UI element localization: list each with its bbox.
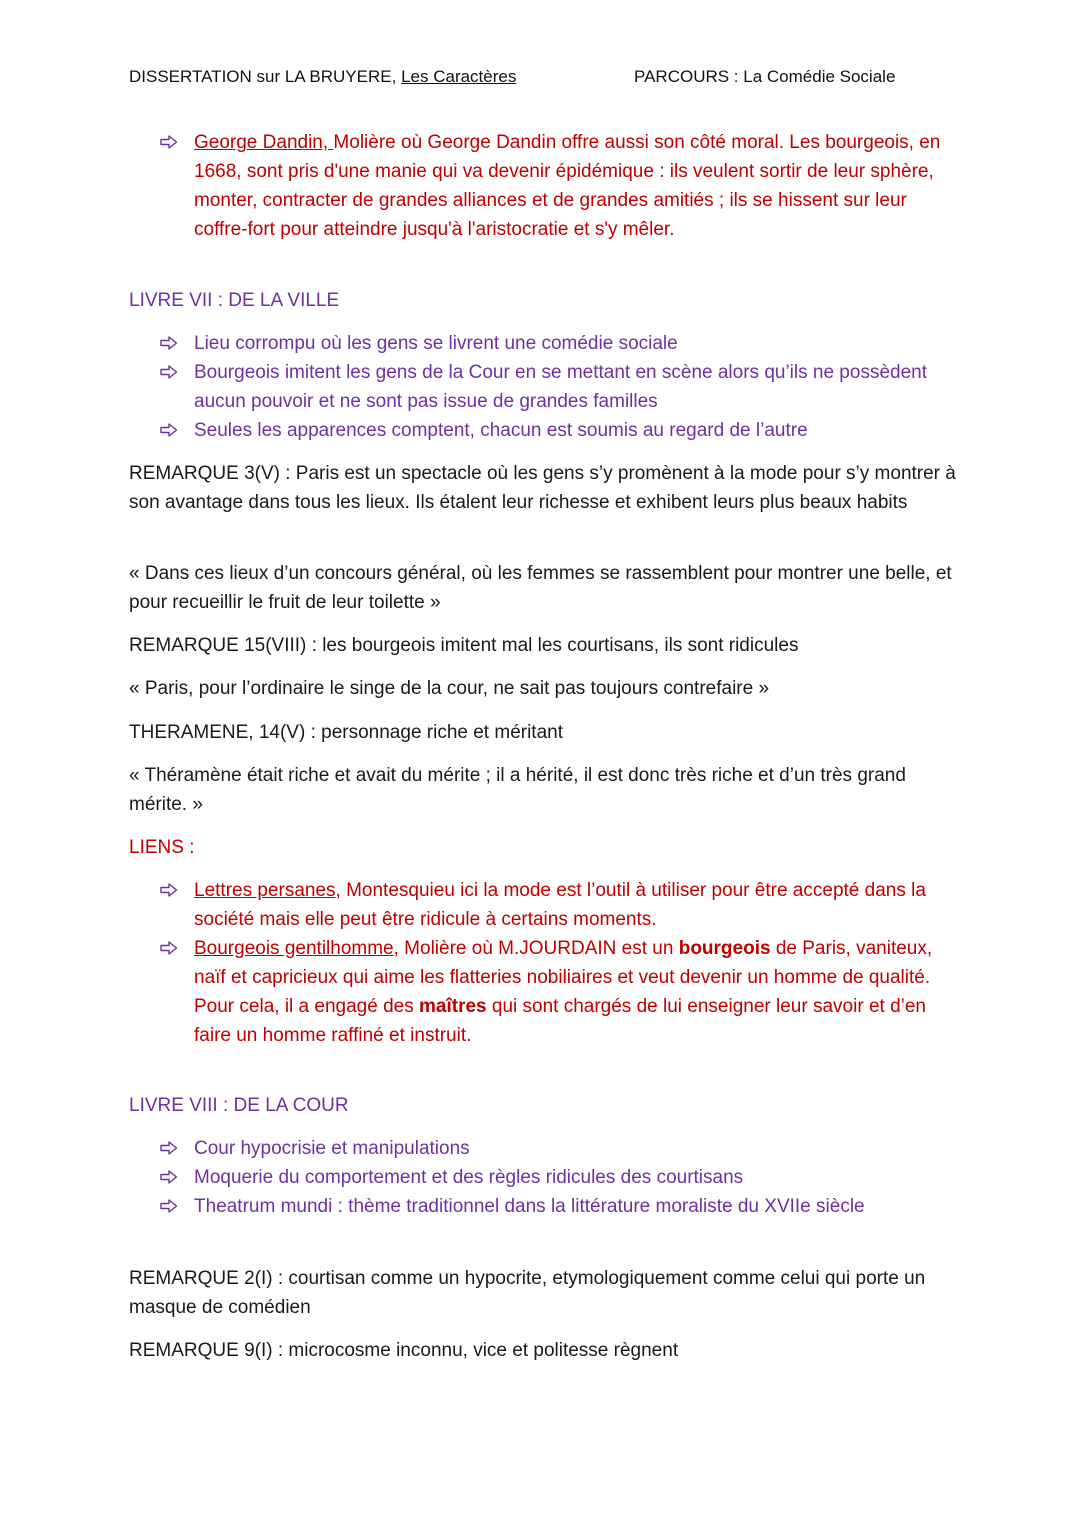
quote-concours: « Dans ces lieux d’un concours général, où les femmes se rassemblent pour montrer une belle, et pour recueillir le fruit de leur toilette » (129, 563, 952, 613)
right-arrow-icon (160, 128, 182, 157)
quote-singe: « Paris, pour l’ordinaire le singe de la cour, ne sait pas toujours contrefaire » (129, 678, 770, 699)
liens-bullet-list (160, 876, 950, 1050)
livre8-bullet-text: Theatrum mundi : thème traditionnel dans la littérature moraliste du XVIIe siècle (194, 1196, 865, 1217)
right-arrow-icon (160, 1192, 182, 1221)
header-right: PARCOURS : La Comédie Sociale (634, 67, 896, 86)
remarque-2: REMARQUE 2(I) : courtisan comme un hypocrite, etymologiquement comme celui qui porte un masque de comédien (129, 1268, 926, 1318)
bourgeois-text-a: , Molière où M.JOURDAIN est un (393, 938, 679, 959)
remarque-15: REMARQUE 15(VIII) : les bourgeois imitent mal les courtisans, ils sont ridicules (129, 635, 799, 656)
right-arrow-icon (160, 876, 182, 905)
right-arrow-icon (160, 329, 182, 358)
george-dandin-text: Molière où George Dandin offre aussi son côté moral. Les bourgeois, en 1668, sont pris d'une manie qui va devenir épidémique : ils veulent sortir de leur sphère, monter, contracter de grandes alliances et de grandes amitiés ; ils se hissent sur leur coffre-fort pour atteindre jusqu'à l'aristocratie et s'y mêler. (194, 132, 941, 240)
list-item (160, 416, 950, 445)
list-item (160, 358, 950, 416)
list-item (160, 329, 950, 358)
right-arrow-icon (160, 934, 182, 963)
liens-heading: LIENS : (129, 837, 195, 858)
lettres-persanes-title: Lettres persanes (194, 880, 336, 901)
livre8-bullet-list (160, 1134, 950, 1221)
intro-bullet-list (160, 128, 950, 244)
right-arrow-icon (160, 1163, 182, 1192)
bourgeois-text-c: qui sont chargés de lui enseigner leur savoir et d’en faire un homme raffiné et instruit. (194, 996, 926, 1046)
page-header (129, 62, 929, 92)
livre7-bullet-text: Seules les apparences comptent, chacun est soumis au regard de l’autre (194, 420, 808, 441)
list-item (160, 128, 950, 244)
header-prefix: DISSERTATION sur LA BRUYERE, (129, 67, 402, 86)
bourgeois-bold: bourgeois (678, 938, 771, 959)
list-item (160, 934, 950, 1050)
livre7-bullet-text: Lieu corrompu où les gens se livrent une comédie sociale (194, 333, 678, 354)
livre7-bullet-list (160, 329, 950, 445)
livre7-heading: LIVRE VII : DE LA VILLE (129, 290, 340, 311)
quote-theramene: « Théramène était riche et avait du mérite ; il a hérité, il est donc très riche et d’un très grand mérite. » (129, 765, 906, 815)
livre8-bullet-text: Cour hypocrisie et manipulations (194, 1138, 470, 1159)
livre8-heading: LIVRE VIII : DE LA COUR (129, 1095, 349, 1116)
header-left (129, 62, 516, 91)
bourgeois-gentilhomme-title: Bourgeois gentilhomme (194, 938, 394, 959)
header-book-title: Les Caractères (401, 67, 517, 86)
livre8-bullet-text: Moquerie du comportement et des règles ridicules des courtisans (194, 1167, 744, 1188)
list-item (160, 876, 950, 934)
right-arrow-icon (160, 358, 182, 387)
list-item (160, 1134, 950, 1163)
remarque-9: REMARQUE 9(I) : microcosme inconnu, vice et politesse règnent (129, 1340, 679, 1361)
right-arrow-icon (160, 1134, 182, 1163)
bourgeois-text-b: de Paris, vaniteux, naïf et capricieux qui aime les flatteries nobiliaires et veut devenir un homme de qualité. Pour cela, il a engagé des (194, 938, 933, 1017)
remarque-3: REMARQUE 3(V) : Paris est un spectacle où les gens s’y promènent à la mode pour s’y montrer à son avantage dans tous les lieux. Ils étalent leur richesse et exhibent leurs plus beaux habits (129, 463, 956, 513)
lettres-persanes-text: , Montesquieu ici la mode est l’outil à utiliser pour être accepté dans la société mais elle peut être ridicule à certains moments. (194, 880, 926, 930)
livre7-bullet-text: Bourgeois imitent les gens de la Cour en se mettant en scène alors qu’ils ne possèdent aucun pouvoir et ne sont pas issue de grandes familles (194, 362, 927, 412)
list-item (160, 1163, 950, 1192)
maitres-bold: maîtres (419, 996, 487, 1017)
george-dandin-title: George Dandin, (194, 132, 334, 153)
theramene: THERAMENE, 14(V) : personnage riche et méritant (129, 722, 564, 743)
right-arrow-icon (160, 416, 182, 445)
list-item (160, 1192, 950, 1221)
